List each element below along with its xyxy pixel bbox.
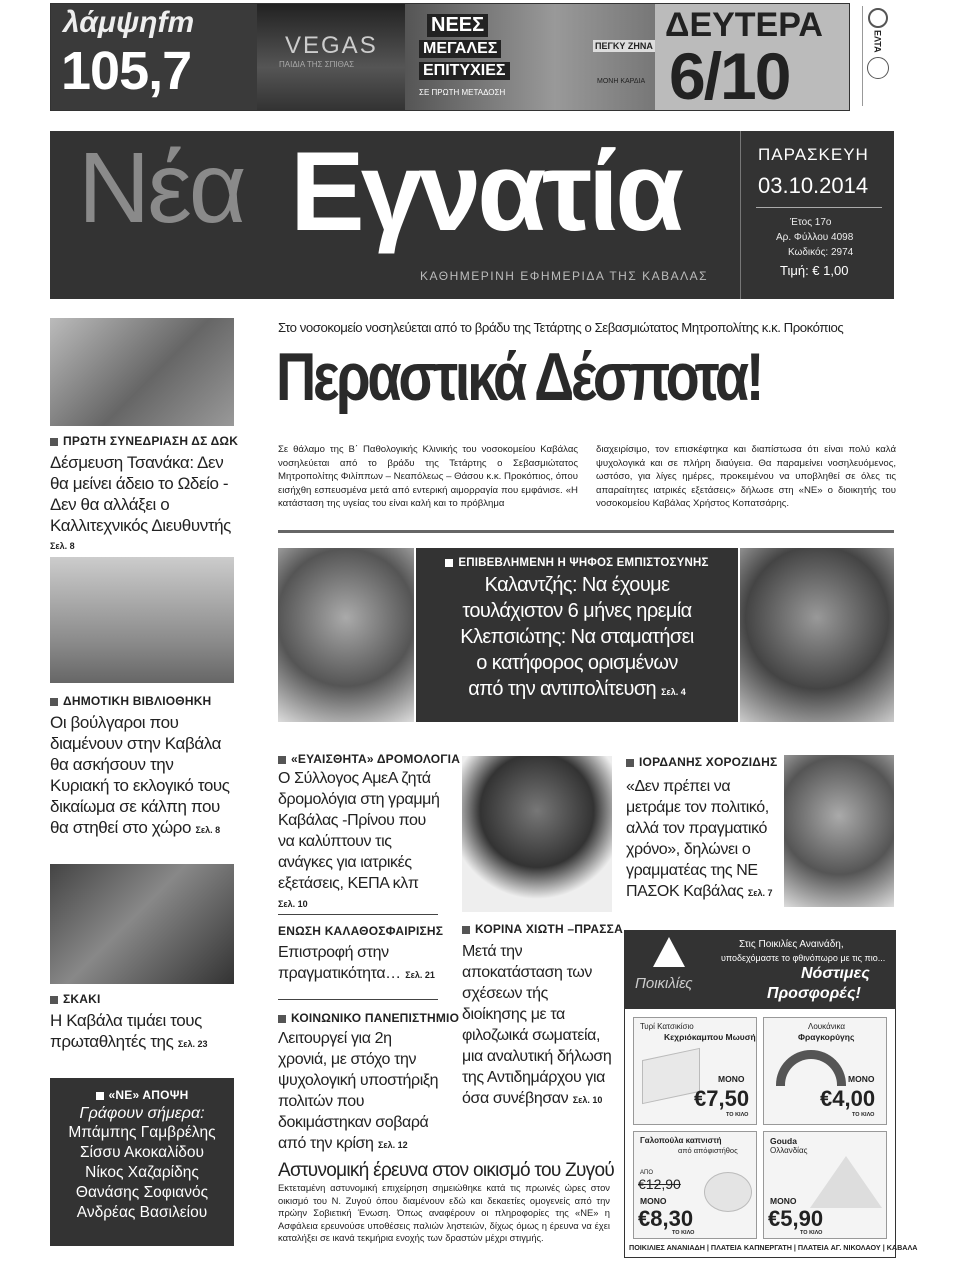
main-body-col2: διαχειρίσιμο, τον επισκέφτηκα και διαπίστωσα ότι είναι πολύ καλά ψυχολογικά και σε πλήρη διαύγεια. Θα παραμείνει νοσηλευόμενος, ωστόσο, για λίγες ημέρες, προκειμένου να υποβληθεί σε όλες τις απαραίτητες ιατρικές εξετάσεις» δήλωσε στη «ΝΕ» ο διοικητής του νοσοκομείου Καβάλας Χρήστος Κοπατσάρης. <box>596 444 896 509</box>
gouda-icon <box>810 1156 882 1208</box>
volleyball-story[interactable] <box>278 942 440 984</box>
social-kicker: ΚΟΙΝΩΝΙΚΟ ΠΑΝΕΠΙΣΤΗΜΙΟ <box>278 1011 459 1025</box>
ad-product-4-name2: Ολλανδίας <box>770 1146 808 1155</box>
opinion-author-3: Νίκος Χαζαρίδης <box>85 1164 199 1181</box>
main-divider <box>278 530 894 533</box>
ad-product-3-apo: ΑΠΟ <box>640 1170 654 1176</box>
photo-iordanis <box>784 755 894 907</box>
confidence-line-1: Καλαντζής: Να έχουμε <box>484 574 670 596</box>
iordanis-page: Σελ. 7 <box>747 888 773 898</box>
confidence-line-3: Κλεπσιώτης: Να σταματήσει <box>460 626 694 648</box>
volleyball-text: Επιστροφή στην πραγματικότητα… <box>278 944 401 982</box>
radio-frequency: 105,7 <box>61 41 192 101</box>
main-body-col1: Σε θάλαμο της Β΄ Παθολογικής Κλινικής του νοσοκομείου Καβάλας νοσηλεύεται από το βράδυ της Τετάρτης ο Σεβασμιώτατος Μητροπολίτης Φιλίππων – Νεαπόλεως – Θάσου κ.κ. Προκόπιος, όπου εισήχθη εσπευσμένα μετά από εντερική αιμορραγία που εμφάνισε. «Η κατάσταση της υγείας του είναι καλή και το πρόβλημα <box>278 444 578 509</box>
sidebar-story-3-page: Σελ. 23 <box>177 1039 208 1049</box>
volleyball-page: Σελ. 21 <box>405 970 435 980</box>
confidence-line-5-wrap <box>416 676 738 705</box>
ad-slogan-1: Νόστιμες <box>801 965 870 982</box>
masthead-year: Έτος 17ο <box>790 217 832 228</box>
korina-kicker: ΚΟΡΙΝΑ ΧΙΩΤΗ –ΠΡΑΣΣΑ <box>462 922 623 936</box>
photo-korina <box>462 756 612 912</box>
social-text: Λειτουργεί για 2η χρονιά, με στόχο την ψυχολογική υποστήριξη πολιτών που δοκιμάστηκαν σοβαρά από την κρίση <box>278 1030 439 1152</box>
sidebar-story-1-page: Σελ. 8 <box>50 541 75 551</box>
volleyball-kicker: ΕΝΩΣΗ ΚΑΛΑΘΟΣΦΑΙΡΙΣΗΣ <box>278 924 444 938</box>
ad-product-2-name2: Φραγκορύγης <box>798 1032 855 1042</box>
sidebar-story-1-text: Δέσμευση Τσανάκα: Δεν θα μείνει άδειο το Ωδείο - Δεν θα αλλάξει ο Καλλιτεχνικός Διευθυντής <box>50 453 231 535</box>
masthead-rule <box>756 207 882 208</box>
main-headline[interactable]: Περαστικά Δέσποτα! <box>276 339 762 415</box>
ad-product-1-mono: ΜΟΝΟ <box>718 1074 745 1084</box>
iordanis-story[interactable] <box>626 776 776 902</box>
promo-line-1: ΝΕΕΣ <box>427 14 488 37</box>
sausage-icon <box>776 1050 846 1086</box>
title-light: Νέα <box>78 132 244 244</box>
accessibility-kicker: «ΕΥΑΙΣΘΗΤΑ» ΔΡΟΜΟΛΟΓΙΑ <box>278 752 460 766</box>
ad-header <box>625 931 895 1009</box>
accessibility-text: Ο Σύλλογος ΑμεΑ ζητά δρομολόγια στη γραμμή Καβάλας -Πρίνου που να καλύπτουν τις ανάγκες για ιατρικές εξετάσεις, ΚΕΠΑ κλπ <box>278 770 440 892</box>
confidence-line-2: τουλάχιστον 6 μήνες ηρεμία <box>462 600 692 622</box>
social-page: Σελ. 12 <box>377 1140 408 1150</box>
sidebar-story-3[interactable] <box>50 1010 230 1052</box>
ad-product-3-unit: ΤΟ ΚΙΛΟ <box>672 1230 695 1236</box>
masthead-subtitle: ΚΑΘΗΜΕΡΙΝΗ ΕΦΗΜΕΡΙΔΑ ΤΗΣ ΚΑΒΑΛΑΣ <box>420 269 709 283</box>
sidebar-photo-meeting <box>50 318 234 426</box>
masthead-divider <box>740 131 741 299</box>
korina-story[interactable] <box>462 941 612 1109</box>
opinion-author-2: Σίσσυ Ακοκαλίδου <box>79 1144 205 1161</box>
ad-intro-1: Στις Ποικιλίες Αναινάδη, <box>739 939 844 950</box>
ad-product-4-mono: ΜΟΝΟ <box>770 1196 797 1206</box>
accessibility-story[interactable] <box>278 768 440 912</box>
title-bold: Εγνατία <box>290 129 681 254</box>
ad-intro-2: υποδεχόμαστε το φθινόπωρο με τις πιο... <box>721 953 886 963</box>
radio-name: λάμψηfm <box>63 6 195 39</box>
promo-line-3: ΕΠΙΤΥΧΙΕΣ <box>419 62 510 80</box>
sidebar-kicker-3: ΣΚΑΚΙ <box>50 992 101 1006</box>
korina-text: Μετά την αποκατάσταση των σχέσεων τής διοίκησης με τα φιλοζωικά σωματεία, μια αναλυτική δήλωση της Αντιδημάρχου για όσα συνέβησαν <box>462 943 612 1107</box>
club-block <box>257 4 405 110</box>
opinion-intro: Γράφουν σήμερα: <box>79 1105 205 1122</box>
ad-product-3-name2: από απόφιστήθος <box>678 1146 738 1155</box>
banner-day: ΔΕΥΤΕΡΑ <box>665 6 823 44</box>
cheese-icon <box>642 1048 700 1104</box>
masthead-issue: Αρ. Φύλλου 4098 <box>776 232 854 243</box>
ad-product-2-price: €4,00 <box>820 1086 876 1111</box>
sidebar-story-2[interactable] <box>50 712 234 838</box>
sidebar-story-2-text: Οι βούλγαροι που διαμένουν στην Καβάλα θα ασκήσουν την Κυριακή το εκλογικό τους δικαίωμα σε κάλπη που θα στηθεί στο χώρο <box>50 713 230 837</box>
elta-icon <box>868 8 888 28</box>
ad-logo-icon <box>653 937 685 967</box>
ad-product-1-unit: ΤΟ ΚΙΛΟ <box>726 1112 749 1118</box>
ad-product-1-name2: Κεχριόκαμπου Μωυσή <box>664 1032 756 1042</box>
promo-block <box>405 4 655 110</box>
sidebar-story-1[interactable] <box>50 452 240 554</box>
ad-product-1-name1: Τυρί Κατσικίσιο <box>640 1022 694 1031</box>
seal-icon <box>867 57 889 79</box>
singer-sub: ΜΟΝΗ ΚΑΡΔΙΑ <box>597 78 646 85</box>
ad-product-4-price: €5,90 <box>768 1206 824 1231</box>
sidebar-story-2-page: Σελ. 8 <box>195 825 221 835</box>
date-block <box>655 4 849 113</box>
ad-product-3-old: €12,90 <box>638 1176 681 1192</box>
ad-product-4-unit: ΤΟ ΚΙΛΟ <box>800 1230 823 1236</box>
ad-box[interactable] <box>624 930 918 1258</box>
ad-product-4 <box>763 1131 887 1239</box>
accessibility-page: Σελ. 10 <box>278 899 308 909</box>
masthead-code: Κωδικός: 2974 <box>788 247 854 258</box>
police-headline[interactable]: Αστυνομική έρευνα στον οικισμό του Ζυγού <box>278 1160 615 1181</box>
sidebar-story-3-text: Η Καβάλα τιμάει τους πρωταθλητές της <box>50 1011 202 1051</box>
ad-brand: Ποικιλίες <box>635 975 693 992</box>
ad-slogan-2: Προσφορές! <box>767 985 861 1002</box>
ad-product-3-mono: ΜΟΝΟ <box>640 1196 667 1206</box>
social-story[interactable] <box>278 1028 442 1154</box>
ad-product-2 <box>763 1017 887 1125</box>
iordanis-text: «Δεν πρέπει να μετράμε τον πολιτικό, αλλά τον πραγματικό χρόνο», δηλώνει ο γραμματέας της ΝΕ ΠΑΣΟΚ Καβάλας <box>626 778 769 900</box>
ad-product-2-unit: ΤΟ ΚΙΛΟ <box>852 1112 875 1118</box>
photo-kalantzis <box>278 548 414 722</box>
sidebar-photo-chess <box>50 864 234 984</box>
elta-logo <box>862 6 892 106</box>
police-text: Εκτεταμένη αστυνομική επιχείρηση σημειώθηκε κατά τις πρωινές ώρες στον οικισμό του Ν. Ζυγού όπου διαμένουν εδώ και δεκαετίες ομογενείς από την πρώην Σοβιετική Ένωση. Όπως αναφέρουν οι πληροφορίες της «ΝΕ» η Ασφάλεια ερευνούσε υποθέσεις παλιών ληστειών, δίχως όμως η έρευνα να έχει καταλήξει σε ικανά τεκμήρια ενοχής των δραστών μέχρι στιγμής. <box>278 1182 610 1243</box>
masthead <box>50 131 894 299</box>
ad-product-4-name1: Gouda <box>770 1136 797 1146</box>
promo-line-2: ΜΕΓΑΛΕΣ <box>419 40 501 58</box>
ad-product-3-price: €8,30 <box>638 1206 694 1231</box>
turkey-slices-icon <box>704 1172 752 1212</box>
confidence-line-5: από την αντιπολίτευση <box>468 678 657 700</box>
club-name: VEGAS <box>285 32 378 59</box>
top-banner[interactable] <box>50 3 850 111</box>
photo-klepsiotis <box>740 548 894 722</box>
promo-note: ΣΕ ΠΡΩΤΗ ΜΕΤΑΔΟΣΗ <box>419 88 506 97</box>
opinion-kicker: «ΝΕ» ΑΠΟΨΗ <box>50 1088 234 1102</box>
confidence-line-4: ο κατήφορος ορισμένων <box>476 652 678 674</box>
ad-product-2-mono: ΜΟΝΟ <box>848 1074 875 1084</box>
ad-product-3-name1: Γαλοπούλα καπνιστή <box>640 1136 722 1145</box>
sidebar-kicker-2: ΔΗΜΟΤΙΚΗ ΒΙΒΛΙΟΘΗΚΗ <box>50 694 211 708</box>
elta-label: ΕΛΤΑ <box>872 30 883 53</box>
masthead-weekday: ΠΑΡΑΣΚΕΥΗ <box>758 145 869 164</box>
confidence-box[interactable] <box>416 548 738 722</box>
opinion-author-1: Μπάμπης Γαμβρέλης <box>68 1124 216 1141</box>
club-sub: ΠΑΙΔΙΑ ΤΗΣ ΣΠΙΘΑΣ <box>279 60 355 69</box>
sidebar-photo-library <box>50 557 234 683</box>
opinion-box[interactable] <box>50 1078 234 1246</box>
opinion-author-5: Ανδρέας Βασιλείου <box>76 1204 208 1221</box>
singer-name: ΠΕΓΚΥ ΖΗΝΑ <box>595 41 653 51</box>
ad-product-3 <box>633 1131 757 1239</box>
divider-mid-2 <box>278 999 438 1000</box>
confidence-page: Σελ. 4 <box>661 687 686 697</box>
divider-mid-1 <box>278 914 438 915</box>
banner-date: 6/10 <box>669 39 790 113</box>
ad-product-2-name1: Λουκάνικα <box>808 1022 845 1031</box>
radio-block <box>51 4 257 110</box>
iordanis-kicker: ΙΟΡΔΑΝΗΣ ΧΟΡΟΖΙΔΗΣ <box>626 755 777 769</box>
masthead-price: Τιμή: € 1,00 <box>780 263 849 278</box>
opinion-author-4: Θανάσης Σοφιανός <box>75 1184 209 1201</box>
masthead-date: 03.10.2014 <box>758 173 869 198</box>
main-kicker: Στο νοσοκομείο νοσηλεύεται από το βράδυ της Τετάρτης ο Σεβασμιώτατος Μητροπολίτης κ.κ. Προκόπιος <box>278 320 844 335</box>
ad-product-1 <box>633 1017 757 1125</box>
confidence-kicker: ΕΠΙΒΕΒΛΗΜΕΝΗ Η ΨΗΦΟΣ ΕΜΠΙΣΤΟΣΥΝΗΣ <box>416 557 738 569</box>
ad-product-1-price: €7,50 <box>694 1086 750 1111</box>
korina-page: Σελ. 10 <box>572 1095 603 1105</box>
sidebar-kicker-1: ΠΡΩΤΗ ΣΥΝΕΔΡΙΑΣΗ ΔΣ ΔΩΚ <box>50 434 238 448</box>
ad-footer: ΠΟΙΚΙΛΙΕΣ ΑΝΑΝΙΑΔΗ | ΠΛΑΤΕΙΑ ΚΑΠΝΕΡΓΑΤΗ | ΠΛΑΤΕΙΑ ΑΓ. ΝΙΚΟΛΑΟΥ | ΚΑΒΑΛΑ <box>629 1243 918 1252</box>
